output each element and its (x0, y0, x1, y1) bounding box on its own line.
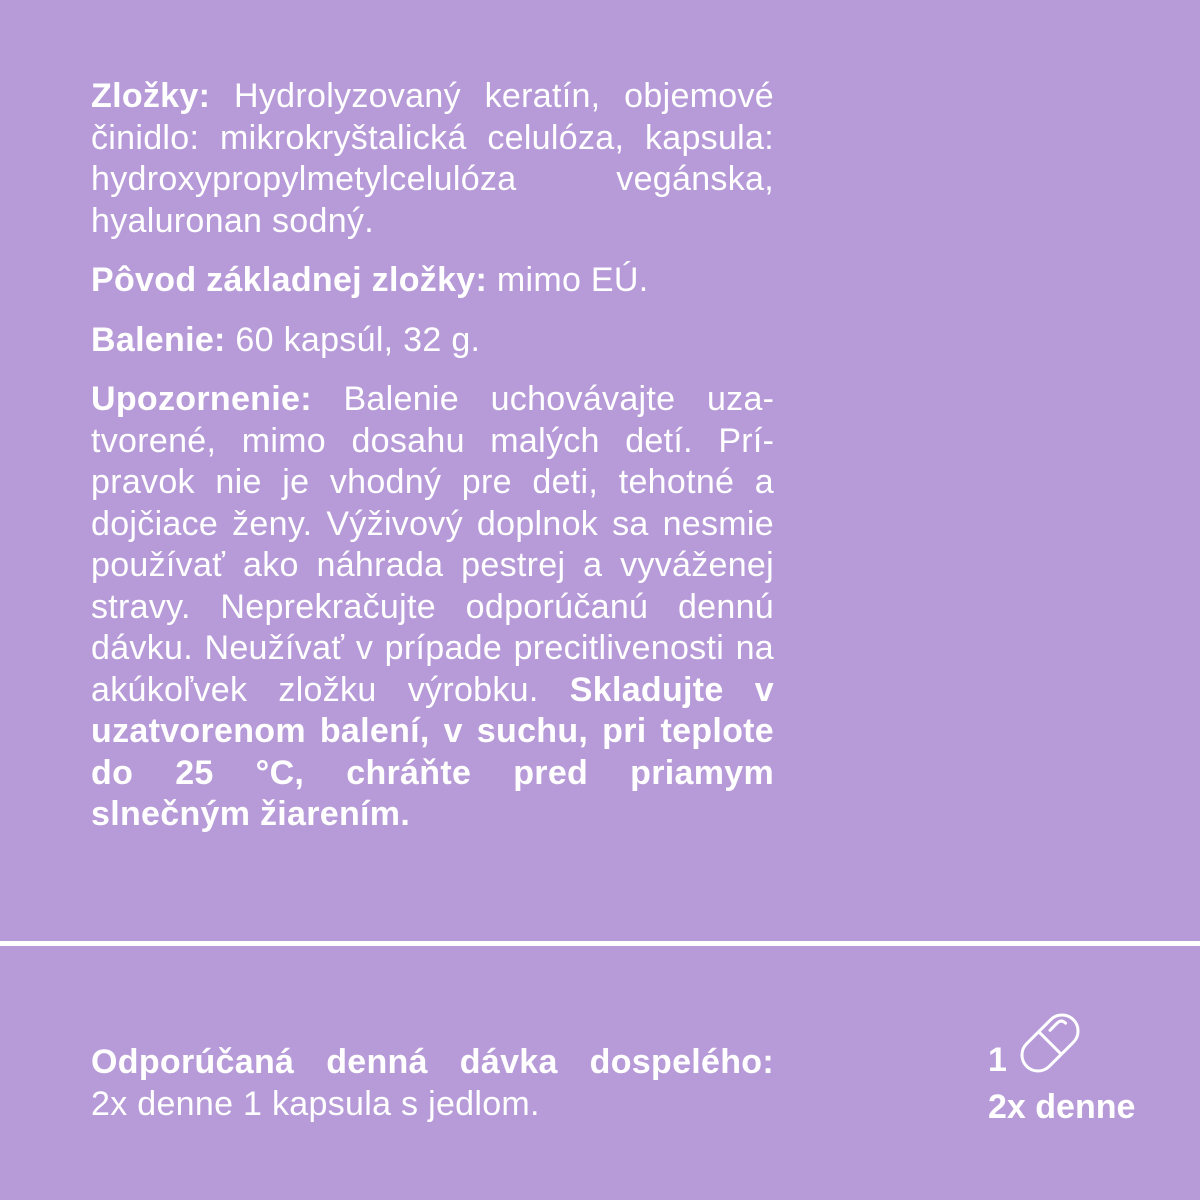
package-text: 60 kapsúl, 32 g. (235, 320, 481, 359)
ingredients-paragraph (91, 76, 774, 242)
storage-text: Skladujte v uzatvorenom balení, v suchu, pri teplote do 25 °C, chráňte pred priamym slnečným žiarením. (91, 670, 774, 833)
dosage-badge (984, 1005, 1154, 1125)
origin-text: mimo EÚ. (496, 261, 649, 299)
origin-paragraph (91, 260, 774, 302)
frequency-text: 2x denne (988, 1088, 1136, 1126)
capsule-count: 1 (988, 1041, 1007, 1079)
dose-section (91, 1042, 774, 1125)
divider (0, 941, 1200, 946)
dose-text: 2x denne 1 kapsula s jedlom. (91, 1084, 540, 1123)
warning-text: Balenie uchovávajte uzatvorené, mimo dosahu malých detí. Prípravok nie je vhodný pre deti, tehotné a dojčiace ženy. Výživový doplnok sa nesmie používať ako náhrada pestrej a vyváženej stravy. Neprekračujte odporúčanú dennú dávku. Neužívať v prípade precitlivenosti na akúkoľvek zložku výrobku. (91, 380, 774, 709)
warning-paragraph (91, 379, 774, 836)
ingredients-label: Zložky: (91, 77, 211, 115)
warning-label: Upozornenie: (91, 380, 312, 418)
dose-title: Odporúčaná denná dávka dospelého: (91, 1043, 774, 1081)
product-info (91, 76, 774, 854)
capsule-icon (1012, 1005, 1088, 1081)
package-paragraph (91, 320, 774, 362)
ingredients-text: Hydrolyzovaný keratín, objemové činidlo: mikrokryštalická celulóza, kapsula: hydroxypropylmetylcelulóza vegánska, hyaluronan sodný. (91, 77, 774, 240)
origin-label: Pôvod základnej zložky: (91, 261, 488, 299)
package-label: Balenie: (91, 320, 226, 359)
